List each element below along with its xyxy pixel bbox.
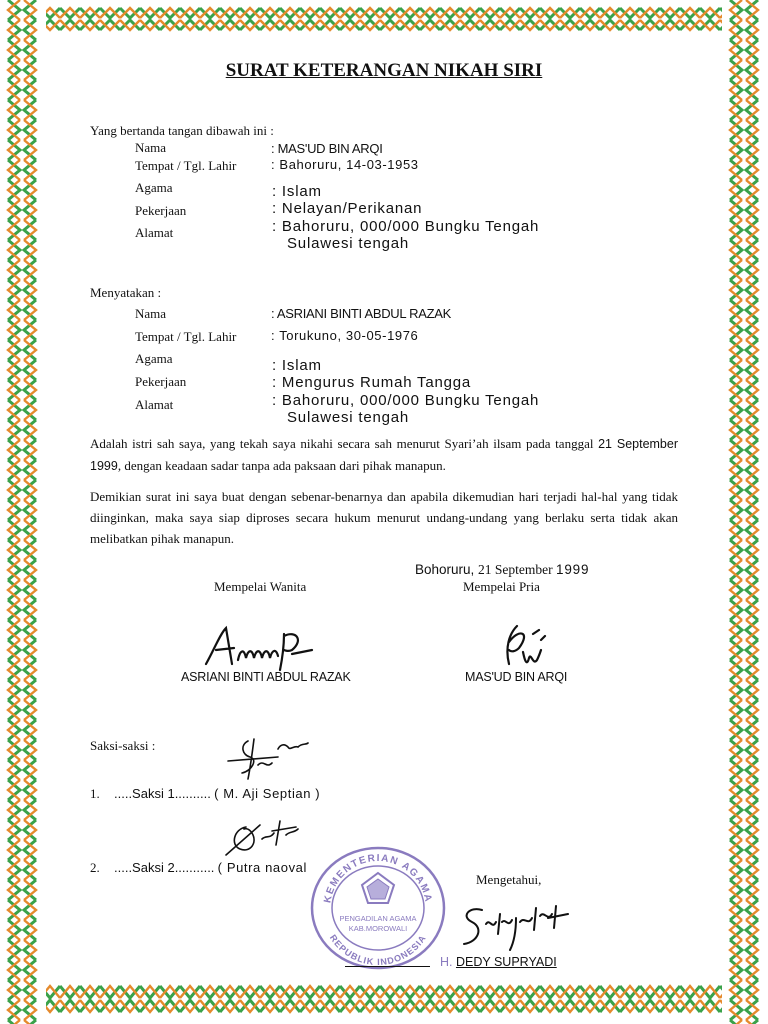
bride-alamat-line2: Sulawesi tengah <box>287 409 410 426</box>
place-date-day: 21 September <box>478 562 557 577</box>
statement-paragraph <box>90 433 678 477</box>
mempelai-wanita-label: Mempelai Wanita <box>214 579 307 594</box>
bride-alamat-label: Alamat <box>135 397 174 412</box>
document-title: SURAT KETERANGAN NIKAH SIRI <box>225 60 543 81</box>
groom-agama-value: : Islam <box>272 183 322 200</box>
intro-text: Yang bertanda tangan dibawah ini : <box>90 123 274 138</box>
menyatakan-text: Menyatakan : <box>90 285 162 300</box>
stamp-line1: PENGADILAN AGAMA <box>339 914 417 923</box>
mempelai-pria-label: Mempelai Pria <box>463 579 540 594</box>
groom-pekerjaan-label: Pekerjaan <box>135 203 187 218</box>
statement-date: 21 September 1999 <box>90 437 678 473</box>
groom-signature-image <box>495 622 565 672</box>
official-name: DEDY SUPRYADI <box>455 955 557 969</box>
groom-ttl-value: : Bahoruru, 14-03-1953 <box>271 157 419 172</box>
place-date-prefix: Bohoruru, <box>415 562 479 577</box>
groom-pekerjaan-value: : Nelayan/Perikanan <box>272 200 423 217</box>
groom-ttl-label: Tempat / Tgl. Lahir <box>135 158 237 173</box>
bride-nama-label: Nama <box>135 306 167 321</box>
decorative-border-top <box>0 0 768 38</box>
place-date-year: 1999 <box>556 562 590 577</box>
mengetahui-label: Mengetahui, <box>476 872 542 887</box>
stamp-line2: KAB.MOROWALI <box>348 924 408 933</box>
bride-signature-image <box>200 620 320 672</box>
decorative-border-right <box>722 0 768 1024</box>
bride-signature-name: ASRIANI BINTI ABDUL RAZAK <box>181 670 351 684</box>
statement-text-b: , dengan keadaan sadar tanpa ada paksaan dari pihak manapun. <box>117 458 446 473</box>
decorative-border-left <box>0 0 46 1024</box>
witness-2-dots: .....Saksi 2........... <box>114 860 215 875</box>
stamp-bottom-text: REPUBLIK INDONESIA <box>327 932 429 968</box>
closing-paragraph: Demikian surat ini saya buat dengan sebenar-benarnya dan apabila dikemudian hari terjadi hal-hal yang tidak diinginkan, maka saya siap diproses secara hukum menurut undang-undang yang berlaku serta tidak akan melibatkan pihak manapun. <box>90 489 678 546</box>
bride-alamat-line1: : Bahoruru, 000/000 Bungku Tengah <box>272 392 540 409</box>
groom-signature-name: MAS'UD BIN ARQI <box>465 670 568 684</box>
bride-agama-value: : Islam <box>272 357 322 374</box>
witness-1-signature-image <box>218 735 313 783</box>
witness-1-dots: .....Saksi 1.......... <box>114 786 211 801</box>
groom-alamat-line1: : Bahoruru, 000/000 Bungku Tengah <box>272 218 540 235</box>
place-date <box>415 562 589 578</box>
statement-text-a: Adalah istri sah saya, yang tekah saya nikahi secara sah menurut Syari’ah ilsam pada tanggal <box>90 436 594 451</box>
witness-2-row <box>90 860 307 876</box>
stamp-top-text: KEMENTERIAN AGAMA <box>322 852 434 904</box>
saksi-label: Saksi-saksi : <box>90 738 156 753</box>
official-signature-image <box>452 900 582 956</box>
witness-1-row <box>90 786 320 802</box>
witness-1-name: ( M. Aji Septian ) <box>214 786 321 801</box>
groom-alamat-line2: Sulawesi tengah <box>287 235 410 252</box>
groom-nama-value: : MAS'UD BIN ARQI <box>271 141 383 156</box>
groom-nama-label: Nama <box>135 140 167 155</box>
official-stamp <box>308 843 448 973</box>
decorative-border-bottom <box>0 978 768 1024</box>
witness-2-name: ( Putra naoval <box>217 860 308 875</box>
bride-agama-label: Agama <box>135 351 173 366</box>
groom-agama-label: Agama <box>135 180 173 195</box>
official-name-row <box>345 955 557 969</box>
bride-ttl-value: : Torukuno, 30-05-1976 <box>271 328 419 343</box>
official-prefix: H. <box>440 955 453 969</box>
bride-nama-value: : ASRIANI BINTI ABDUL RAZAK <box>271 306 451 321</box>
bride-pekerjaan-value: : Mengurus Rumah Tangga <box>272 374 472 391</box>
bride-pekerjaan-label: Pekerjaan <box>135 374 187 389</box>
bride-ttl-label: Tempat / Tgl. Lahir <box>135 329 237 344</box>
official-underline <box>345 955 430 967</box>
witness-1-number: 1. <box>90 786 100 801</box>
witness-2-number: 2. <box>90 860 100 875</box>
groom-alamat-label: Alamat <box>135 225 174 240</box>
witness-2-signature-image <box>220 815 310 863</box>
